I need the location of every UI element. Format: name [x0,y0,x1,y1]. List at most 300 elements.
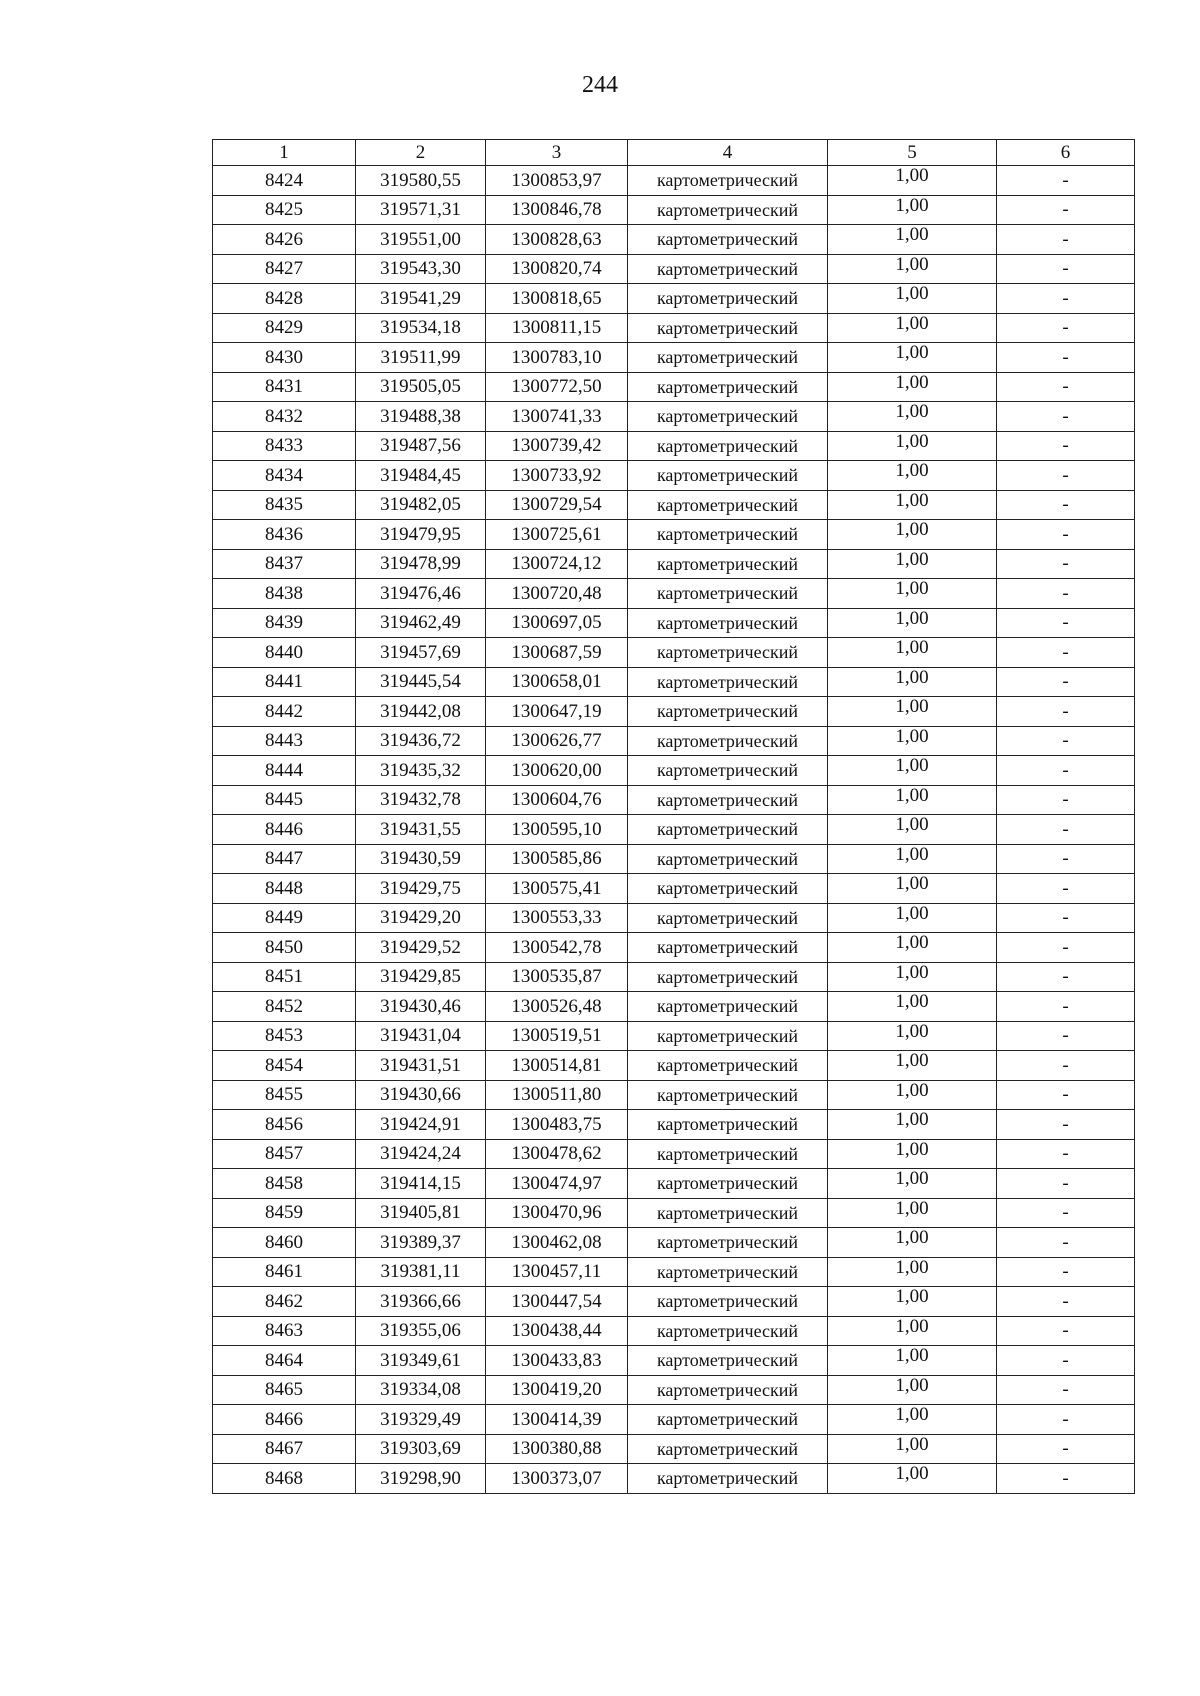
table-row [213,461,1135,491]
note-cell: - [997,549,1135,579]
accuracy-cell: 1,00 [828,1346,997,1376]
note-cell: - [997,1464,1135,1494]
point-number-cell: 8451 [213,962,356,992]
method-cell: картометрический [628,903,828,933]
x-coordinate-cell: 319405,81 [356,1198,486,1228]
point-number-cell: 8446 [213,815,356,845]
method-cell: картометрический [628,254,828,284]
table-row [213,1110,1135,1140]
note-cell: - [997,284,1135,314]
table-row [213,1287,1135,1317]
point-number-cell: 8439 [213,608,356,638]
point-number-cell: 8445 [213,785,356,815]
table-row [213,992,1135,1022]
y-coordinate-cell: 1300658,01 [486,667,628,697]
note-cell: - [997,608,1135,638]
x-coordinate-cell: 319429,75 [356,874,486,904]
accuracy-cell: 1,00 [828,461,997,491]
accuracy-cell: 1,00 [828,726,997,756]
x-coordinate-cell: 319432,78 [356,785,486,815]
point-number-cell: 8459 [213,1198,356,1228]
y-coordinate-cell: 1300535,87 [486,962,628,992]
point-number-cell: 8466 [213,1405,356,1435]
method-cell: картометрический [628,402,828,432]
x-coordinate-cell: 319355,06 [356,1316,486,1346]
table-row [213,549,1135,579]
y-coordinate-cell: 1300542,78 [486,933,628,963]
point-number-cell: 8433 [213,431,356,461]
note-cell: - [997,1346,1135,1376]
method-cell: картометрический [628,1110,828,1140]
x-coordinate-cell: 319479,95 [356,520,486,550]
x-coordinate-cell: 319366,66 [356,1287,486,1317]
accuracy-cell: 1,00 [828,195,997,225]
point-number-cell: 8428 [213,284,356,314]
table-row [213,225,1135,255]
header-row [213,140,1135,166]
accuracy-cell: 1,00 [828,1287,997,1317]
y-coordinate-cell: 1300620,00 [486,756,628,786]
point-number-cell: 8437 [213,549,356,579]
table-row [213,1316,1135,1346]
y-coordinate-cell: 1300733,92 [486,461,628,491]
point-number-cell: 8429 [213,313,356,343]
column-header-1: 1 [213,140,356,166]
y-coordinate-cell: 1300846,78 [486,195,628,225]
point-number-cell: 8431 [213,372,356,402]
x-coordinate-cell: 319303,69 [356,1434,486,1464]
accuracy-cell: 1,00 [828,844,997,874]
x-coordinate-cell: 319488,38 [356,402,486,432]
note-cell: - [997,166,1135,196]
accuracy-cell: 1,00 [828,933,997,963]
note-cell: - [997,402,1135,432]
table-row [213,1080,1135,1110]
point-number-cell: 8463 [213,1316,356,1346]
accuracy-cell: 1,00 [828,903,997,933]
note-cell: - [997,431,1135,461]
x-coordinate-cell: 319511,99 [356,343,486,373]
x-coordinate-cell: 319534,18 [356,313,486,343]
x-coordinate-cell: 319429,20 [356,903,486,933]
note-cell: - [997,992,1135,1022]
y-coordinate-cell: 1300724,12 [486,549,628,579]
method-cell: картометрический [628,284,828,314]
method-cell: картометрический [628,1316,828,1346]
method-cell: картометрический [628,726,828,756]
note-cell: - [997,1375,1135,1405]
table-row [213,903,1135,933]
point-number-cell: 8455 [213,1080,356,1110]
method-cell: картометрический [628,608,828,638]
method-cell: картометрический [628,697,828,727]
x-coordinate-cell: 319462,49 [356,608,486,638]
accuracy-cell: 1,00 [828,962,997,992]
y-coordinate-cell: 1300739,42 [486,431,628,461]
accuracy-cell: 1,00 [828,667,997,697]
y-coordinate-cell: 1300462,08 [486,1228,628,1258]
y-coordinate-cell: 1300697,05 [486,608,628,638]
method-cell: картометрический [628,343,828,373]
x-coordinate-cell: 319541,29 [356,284,486,314]
note-cell: - [997,372,1135,402]
y-coordinate-cell: 1300595,10 [486,815,628,845]
table-row [213,667,1135,697]
method-cell: картометрический [628,549,828,579]
table-row [213,1021,1135,1051]
x-coordinate-cell: 319298,90 [356,1464,486,1494]
x-coordinate-cell: 319551,00 [356,225,486,255]
method-cell: картометрический [628,874,828,904]
y-coordinate-cell: 1300514,81 [486,1051,628,1081]
point-number-cell: 8427 [213,254,356,284]
x-coordinate-cell: 319580,55 [356,166,486,196]
accuracy-cell: 1,00 [828,166,997,196]
x-coordinate-cell: 319484,45 [356,461,486,491]
y-coordinate-cell: 1300483,75 [486,1110,628,1140]
accuracy-cell: 1,00 [828,638,997,668]
accuracy-cell: 1,00 [828,1405,997,1435]
y-coordinate-cell: 1300729,54 [486,490,628,520]
y-coordinate-cell: 1300457,11 [486,1257,628,1287]
point-number-cell: 8453 [213,1021,356,1051]
table-row [213,1228,1135,1258]
x-coordinate-cell: 319389,37 [356,1228,486,1258]
x-coordinate-cell: 319431,51 [356,1051,486,1081]
note-cell: - [997,962,1135,992]
x-coordinate-cell: 319430,59 [356,844,486,874]
y-coordinate-cell: 1300626,77 [486,726,628,756]
y-coordinate-cell: 1300783,10 [486,343,628,373]
note-cell: - [997,1110,1135,1140]
note-cell: - [997,1051,1135,1081]
note-cell: - [997,1169,1135,1199]
y-coordinate-cell: 1300419,20 [486,1375,628,1405]
note-cell: - [997,785,1135,815]
x-coordinate-cell: 319476,46 [356,579,486,609]
note-cell: - [997,638,1135,668]
method-cell: картометрический [628,431,828,461]
note-cell: - [997,756,1135,786]
note-cell: - [997,1228,1135,1258]
method-cell: картометрический [628,1464,828,1494]
y-coordinate-cell: 1300478,62 [486,1139,628,1169]
point-number-cell: 8448 [213,874,356,904]
y-coordinate-cell: 1300585,86 [486,844,628,874]
point-number-cell: 8442 [213,697,356,727]
accuracy-cell: 1,00 [828,992,997,1022]
column-header-6: 6 [997,140,1135,166]
accuracy-cell: 1,00 [828,697,997,727]
point-number-cell: 8461 [213,1257,356,1287]
x-coordinate-cell: 319430,66 [356,1080,486,1110]
x-coordinate-cell: 319442,08 [356,697,486,727]
note-cell: - [997,697,1135,727]
note-cell: - [997,933,1135,963]
y-coordinate-cell: 1300447,54 [486,1287,628,1317]
x-coordinate-cell: 319349,61 [356,1346,486,1376]
table-row [213,815,1135,845]
y-coordinate-cell: 1300519,51 [486,1021,628,1051]
y-coordinate-cell: 1300433,83 [486,1346,628,1376]
note-cell: - [997,520,1135,550]
accuracy-cell: 1,00 [828,254,997,284]
note-cell: - [997,1080,1135,1110]
x-coordinate-cell: 319334,08 [356,1375,486,1405]
x-coordinate-cell: 319424,91 [356,1110,486,1140]
x-coordinate-cell: 319571,31 [356,195,486,225]
y-coordinate-cell: 1300811,15 [486,313,628,343]
accuracy-cell: 1,00 [828,520,997,550]
method-cell: картометрический [628,1375,828,1405]
table-row [213,933,1135,963]
point-number-cell: 8434 [213,461,356,491]
table-row [213,579,1135,609]
accuracy-cell: 1,00 [828,756,997,786]
table-row [213,726,1135,756]
accuracy-cell: 1,00 [828,1257,997,1287]
method-cell: картометрический [628,1346,828,1376]
method-cell: картометрический [628,815,828,845]
accuracy-cell: 1,00 [828,608,997,638]
point-number-cell: 8426 [213,225,356,255]
method-cell: картометрический [628,1051,828,1081]
table-row [213,697,1135,727]
note-cell: - [997,1257,1135,1287]
x-coordinate-cell: 319329,49 [356,1405,486,1435]
table-row [213,1257,1135,1287]
method-cell: картометрический [628,1434,828,1464]
accuracy-cell: 1,00 [828,1139,997,1169]
x-coordinate-cell: 319436,72 [356,726,486,756]
table-row [213,756,1135,786]
y-coordinate-cell: 1300526,48 [486,992,628,1022]
method-cell: картометрический [628,1257,828,1287]
column-header-2: 2 [356,140,486,166]
accuracy-cell: 1,00 [828,343,997,373]
y-coordinate-cell: 1300575,41 [486,874,628,904]
note-cell: - [997,726,1135,756]
table-row [213,962,1135,992]
y-coordinate-cell: 1300647,19 [486,697,628,727]
point-number-cell: 8440 [213,638,356,668]
note-cell: - [997,1198,1135,1228]
point-number-cell: 8464 [213,1346,356,1376]
method-cell: картометрический [628,1228,828,1258]
point-number-cell: 8441 [213,667,356,697]
method-cell: картометрический [628,195,828,225]
y-coordinate-cell: 1300438,44 [486,1316,628,1346]
method-cell: картометрический [628,992,828,1022]
table-header [213,140,1135,166]
method-cell: картометрический [628,490,828,520]
accuracy-cell: 1,00 [828,1464,997,1494]
note-cell: - [997,1139,1135,1169]
x-coordinate-cell: 319478,99 [356,549,486,579]
accuracy-cell: 1,00 [828,431,997,461]
y-coordinate-cell: 1300474,97 [486,1169,628,1199]
point-number-cell: 8467 [213,1434,356,1464]
x-coordinate-cell: 319431,04 [356,1021,486,1051]
note-cell: - [997,490,1135,520]
point-number-cell: 8460 [213,1228,356,1258]
point-number-cell: 8425 [213,195,356,225]
accuracy-cell: 1,00 [828,1228,997,1258]
table-row [213,874,1135,904]
accuracy-cell: 1,00 [828,1434,997,1464]
accuracy-cell: 1,00 [828,549,997,579]
method-cell: картометрический [628,372,828,402]
y-coordinate-cell: 1300511,80 [486,1080,628,1110]
accuracy-cell: 1,00 [828,1375,997,1405]
note-cell: - [997,1405,1135,1435]
point-number-cell: 8449 [213,903,356,933]
accuracy-cell: 1,00 [828,1021,997,1051]
point-number-cell: 8435 [213,490,356,520]
accuracy-cell: 1,00 [828,1051,997,1081]
y-coordinate-cell: 1300725,61 [486,520,628,550]
y-coordinate-cell: 1300380,88 [486,1434,628,1464]
table-row [213,638,1135,668]
note-cell: - [997,844,1135,874]
point-number-cell: 8454 [213,1051,356,1081]
x-coordinate-cell: 319424,24 [356,1139,486,1169]
method-cell: картометрический [628,1287,828,1317]
accuracy-cell: 1,00 [828,372,997,402]
y-coordinate-cell: 1300373,07 [486,1464,628,1494]
table-row [213,166,1135,196]
note-cell: - [997,1316,1135,1346]
y-coordinate-cell: 1300470,96 [486,1198,628,1228]
accuracy-cell: 1,00 [828,490,997,520]
x-coordinate-cell: 319482,05 [356,490,486,520]
method-cell: картометрический [628,520,828,550]
point-number-cell: 8447 [213,844,356,874]
point-number-cell: 8468 [213,1464,356,1494]
table-row [213,844,1135,874]
table-row [213,402,1135,432]
accuracy-cell: 1,00 [828,1080,997,1110]
y-coordinate-cell: 1300828,63 [486,225,628,255]
table-row [213,431,1135,461]
table-row [213,1198,1135,1228]
method-cell: картометрический [628,461,828,491]
x-coordinate-cell: 319429,85 [356,962,486,992]
x-coordinate-cell: 319430,46 [356,992,486,1022]
note-cell: - [997,903,1135,933]
method-cell: картометрический [628,1139,828,1169]
method-cell: картометрический [628,225,828,255]
table-row [213,1139,1135,1169]
point-number-cell: 8444 [213,756,356,786]
accuracy-cell: 1,00 [828,1110,997,1140]
method-cell: картометрический [628,638,828,668]
y-coordinate-cell: 1300741,33 [486,402,628,432]
table-row [213,254,1135,284]
method-cell: картометрический [628,844,828,874]
x-coordinate-cell: 319445,54 [356,667,486,697]
accuracy-cell: 1,00 [828,874,997,904]
x-coordinate-cell: 319429,52 [356,933,486,963]
method-cell: картометрический [628,313,828,343]
table-row [213,608,1135,638]
note-cell: - [997,1434,1135,1464]
x-coordinate-cell: 319457,69 [356,638,486,668]
method-cell: картометрический [628,962,828,992]
note-cell: - [997,254,1135,284]
x-coordinate-cell: 319431,55 [356,815,486,845]
point-number-cell: 8456 [213,1110,356,1140]
accuracy-cell: 1,00 [828,1316,997,1346]
y-coordinate-cell: 1300553,33 [486,903,628,933]
method-cell: картометрический [628,1405,828,1435]
table-row [213,372,1135,402]
x-coordinate-cell: 319381,11 [356,1257,486,1287]
table-row [213,1346,1135,1376]
method-cell: картометрический [628,933,828,963]
table-row [213,195,1135,225]
note-cell: - [997,667,1135,697]
point-number-cell: 8450 [213,933,356,963]
note-cell: - [997,874,1135,904]
accuracy-cell: 1,00 [828,815,997,845]
accuracy-cell: 1,00 [828,1169,997,1199]
accuracy-cell: 1,00 [828,785,997,815]
column-header-4: 4 [628,140,828,166]
point-number-cell: 8465 [213,1375,356,1405]
method-cell: картометрический [628,579,828,609]
note-cell: - [997,579,1135,609]
method-cell: картометрический [628,1021,828,1051]
x-coordinate-cell: 319543,30 [356,254,486,284]
accuracy-cell: 1,00 [828,579,997,609]
note-cell: - [997,1287,1135,1317]
note-cell: - [997,313,1135,343]
table-row [213,785,1135,815]
note-cell: - [997,815,1135,845]
point-number-cell: 8436 [213,520,356,550]
method-cell: картометрический [628,1169,828,1199]
table-row [213,343,1135,373]
note-cell: - [997,343,1135,373]
column-header-3: 3 [486,140,628,166]
note-cell: - [997,1021,1135,1051]
y-coordinate-cell: 1300818,65 [486,284,628,314]
method-cell: картометрический [628,667,828,697]
point-number-cell: 8424 [213,166,356,196]
table-row [213,284,1135,314]
x-coordinate-cell: 319487,56 [356,431,486,461]
y-coordinate-cell: 1300687,59 [486,638,628,668]
accuracy-cell: 1,00 [828,1198,997,1228]
y-coordinate-cell: 1300820,74 [486,254,628,284]
method-cell: картометрический [628,1198,828,1228]
point-number-cell: 8430 [213,343,356,373]
table-row [213,520,1135,550]
x-coordinate-cell: 319435,32 [356,756,486,786]
y-coordinate-cell: 1300772,50 [486,372,628,402]
point-number-cell: 8432 [213,402,356,432]
table-row [213,313,1135,343]
method-cell: картометрический [628,166,828,196]
x-coordinate-cell: 319505,05 [356,372,486,402]
table-row [213,1434,1135,1464]
method-cell: картометрический [628,1080,828,1110]
point-number-cell: 8452 [213,992,356,1022]
point-number-cell: 8443 [213,726,356,756]
table-body [213,166,1135,1494]
method-cell: картометрический [628,756,828,786]
